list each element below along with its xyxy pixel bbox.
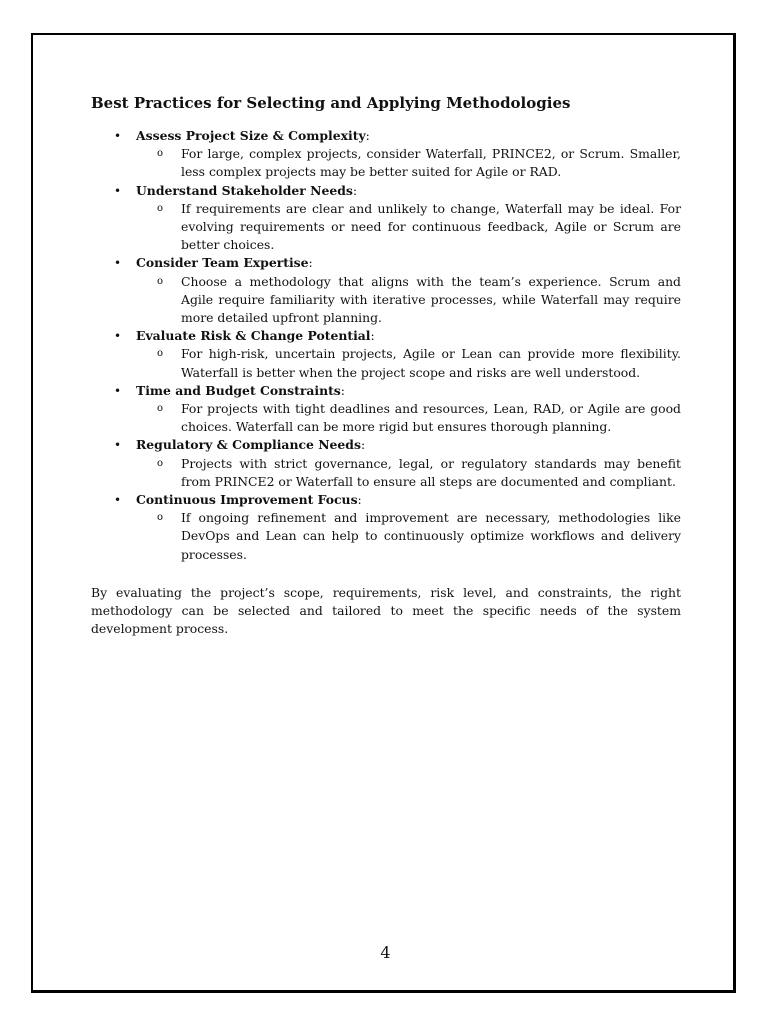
closing-paragraph: By evaluating the project’s scope, requirements, risk level, and constraints, the right methodology can be selected and tailored to meet the specific needs of the system development process.	[91, 584, 681, 637]
bullet-icon: •	[114, 383, 122, 398]
sub-list	[136, 200, 681, 255]
sub-list-item	[136, 455, 681, 491]
item-detail: If ongoing refinement and improvement are necessary, methodologies like DevOps and Lean can help to continuously optimize workflows and delivery processes.	[181, 510, 681, 562]
list-item	[91, 436, 681, 491]
best-practices-list	[91, 127, 681, 564]
item-title: Continuous Improvement Focus	[136, 492, 358, 508]
item-colon: :	[365, 128, 370, 143]
item-colon: :	[370, 328, 375, 344]
hollow-bullet-icon: o	[157, 348, 164, 360]
item-title: Understand Stakeholder Needs	[136, 182, 353, 198]
sub-list-item	[136, 400, 681, 436]
bullet-icon: •	[114, 438, 122, 453]
list-item	[91, 491, 681, 564]
page-number: 4	[380, 943, 391, 962]
item-title: Evaluate Risk & Change Potential	[136, 328, 371, 344]
sub-list	[136, 509, 681, 564]
hollow-bullet-icon: o	[157, 512, 164, 524]
list-item	[91, 254, 681, 327]
document-page	[31, 33, 736, 993]
item-detail: Choose a methodology that aligns with the team’s experience. Scrum and Agile require familiarity with iterative processes, while Waterfall may require more detailed upfront planning.	[181, 273, 681, 326]
sub-list-item	[136, 509, 681, 564]
item-detail: If requirements are clear and unlikely to change, Waterfall may be ideal. For evolving requirements or need for continuous feedback, Agile or Scrum are better choices.	[181, 200, 681, 253]
hollow-bullet-icon: o	[157, 275, 164, 287]
item-colon: :	[340, 382, 345, 398]
sub-list	[136, 455, 681, 491]
item-title: Consider Team Expertise	[136, 255, 309, 271]
item-detail: For high-risk, uncertain projects, Agile or Lean can provide more flexibility. Waterfall is better when the project scope and risks are well understood.	[181, 346, 681, 380]
hollow-bullet-icon: o	[157, 202, 164, 214]
sub-list-item	[136, 273, 681, 328]
sub-list-item	[136, 200, 681, 255]
sub-list-item	[136, 145, 681, 181]
bullet-icon: •	[114, 493, 122, 508]
section-heading: Best Practices for Selecting and Applying Methodologies	[91, 94, 571, 112]
list-item	[91, 327, 681, 382]
item-colon: :	[352, 182, 358, 198]
item-colon: :	[357, 492, 362, 508]
hollow-bullet-icon: o	[157, 457, 164, 469]
list-item	[91, 127, 681, 182]
hollow-bullet-icon: o	[157, 403, 164, 415]
bullet-icon: •	[114, 129, 122, 143]
sub-list-item	[136, 345, 681, 381]
bullet-icon: •	[114, 183, 122, 198]
sub-list	[136, 273, 681, 328]
bullet-icon: •	[114, 256, 122, 271]
item-colon: :	[360, 437, 366, 453]
sub-list	[136, 400, 681, 436]
item-detail: For large, complex projects, consider Waterfall, PRINCE2, or Scrum. Smaller, less complex projects may be better suited for Agile or RAD.	[181, 146, 681, 180]
item-title: Regulatory & Compliance Needs	[136, 437, 361, 453]
item-colon: :	[308, 255, 313, 271]
sub-list	[136, 345, 681, 381]
item-detail: Projects with strict governance, legal, or regulatory standards may benefit from PRINCE2 or Waterfall to ensure all steps are documented and compliant.	[181, 455, 681, 489]
page-content	[91, 93, 681, 651]
item-title: Assess Project Size & Complexity	[136, 128, 366, 143]
hollow-bullet-icon: o	[157, 148, 164, 160]
list-item	[91, 382, 681, 437]
list-item	[91, 182, 681, 255]
item-title: Time and Budget Constraints	[136, 382, 341, 398]
bullet-icon: •	[114, 329, 122, 344]
item-detail: For projects with tight deadlines and resources, Lean, RAD, or Agile are good choices. Waterfall can be more rigid but ensures thorough planning.	[181, 401, 681, 435]
sub-list	[136, 145, 681, 181]
